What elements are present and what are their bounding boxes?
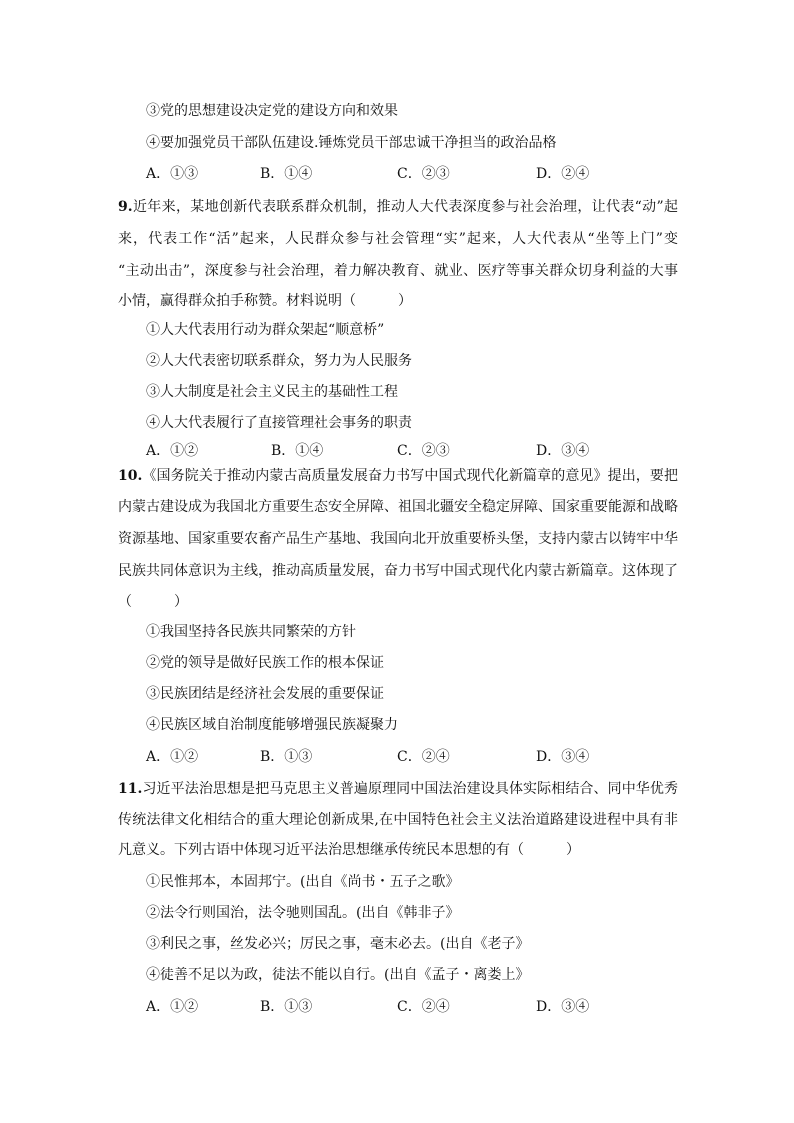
q9-option-a: A．①② bbox=[146, 443, 199, 459]
q9-option-d: D．③④ bbox=[536, 443, 590, 459]
q10-option-b: B．①③ bbox=[260, 749, 313, 765]
q8-option-a: A．①③ bbox=[146, 166, 199, 182]
q11-option-d: D．③④ bbox=[536, 999, 590, 1015]
q10-number: 10. bbox=[118, 468, 143, 484]
q11-stem-line-2: 传统法律文化相结合的重大理论创新成果,在中国特色社会主义法治道路建设进程中具有非 bbox=[118, 812, 678, 828]
q9-item-4: ④人大代表履行了直接管理社会事务的职责 bbox=[146, 415, 412, 431]
q10-option-a: A．①② bbox=[146, 749, 199, 765]
q9-option-c: C．②③ bbox=[397, 443, 450, 459]
q11-item-1: ①民惟邦本，本固邦宁。(出自《尚书・五子之歌》 bbox=[146, 874, 460, 890]
q10-option-d: D．③④ bbox=[536, 749, 590, 765]
q9-stem-line-4: 小情，赢得群众拍手称赞。材料说明（ ） bbox=[118, 293, 412, 309]
q8-item-4: ④要加强党员干部队伍建设.锤炼党员干部忠诚干净担当的政治品格 bbox=[146, 135, 557, 151]
q10-option-c: C．②④ bbox=[397, 749, 450, 765]
q10-stem-line-4: 民族共同体意识为主线，推动高质量发展，奋力书写中国式现代化内蒙古新篇章。这体现了 bbox=[118, 563, 678, 579]
q9-stem-line-3: “主动出击”，深度参与社会治理，着力解决教育、就业、医疗等事关群众切身利益的大事 bbox=[118, 263, 678, 279]
q10-stem-line-3: 资源基地、国家重要农畜产品生产基地、我国向北开放重要桥头堡，支持内蒙古以铸牢中华 bbox=[118, 531, 678, 547]
q9-stem-line-2: 来，代表工作“活”起来，人民群众参与社会管理“实”起来，人大代表从“坐等上门”变 bbox=[118, 231, 678, 247]
q11-stem-line-1: 11.习近平法治思想是把马克思主义普遍原理同中国法治建设具体实际相结合、同中华优秀 bbox=[118, 781, 678, 797]
q10-item-1: ①我国坚持各民族共同繁荣的方针 bbox=[146, 624, 356, 640]
q8-option-d: D．②④ bbox=[536, 166, 590, 182]
q8-option-b: B．①④ bbox=[260, 166, 313, 182]
q11-item-2: ②法令行则国治，法令驰则国乱。(出自《韩非子》 bbox=[146, 905, 460, 921]
q11-option-b: B．①③ bbox=[260, 999, 313, 1015]
q10-item-4: ④民族区域自治制度能够增强民族凝聚力 bbox=[146, 717, 398, 733]
q8-item-3: ③党的思想建设决定党的建设方向和效果 bbox=[146, 103, 398, 119]
q10-item-2: ②党的领导是做好民族工作的根本保证 bbox=[146, 655, 384, 671]
q11-item-4: ④徒善不足以为政，徒法不能以自行。(出自《孟子・离娄上》 bbox=[146, 967, 530, 983]
q11-item-3: ③利民之事，丝发必兴；厉民之事，毫末必去。(出自《老子》 bbox=[146, 936, 530, 952]
q9-option-b: B．①④ bbox=[271, 443, 324, 459]
q10-item-3: ③民族团结是经济社会发展的重要保证 bbox=[146, 686, 384, 702]
q11-option-c: C．②④ bbox=[397, 999, 450, 1015]
q9-stem-line-1: 9.近年来，某地创新代表联系群众机制，推动人大代表深度参与社会治理，让代表“动”起 bbox=[118, 199, 678, 215]
q9-item-2: ②人大代表密切联系群众，努力为人民服务 bbox=[146, 353, 412, 369]
q8-option-c: C．②③ bbox=[397, 166, 450, 182]
q9-item-3: ③人大制度是社会主义民主的基础性工程 bbox=[146, 384, 398, 400]
q11-stem-line-3: 凡意义。下列古语中体现习近平法治思想继承传统民本思想的有（ ） bbox=[118, 842, 580, 858]
q11-number: 11. bbox=[118, 781, 143, 797]
q10-stem-line-1: 10.《国务院关于推动内蒙古高质量发展奋力书写中国式现代化新篇章的意见》提出，要把 bbox=[118, 468, 678, 484]
q10-stem-line-2: 内蒙古建设成为我国北方重要生态安全屏障、祖国北疆安全稳定屏障、国家重要能源和战略 bbox=[118, 499, 678, 515]
q10-stem-line-5: （ ） bbox=[118, 594, 188, 610]
q9-number: 9. bbox=[118, 199, 133, 215]
q9-item-1: ①人大代表用行动为群众架起“顺意桥” bbox=[146, 322, 385, 338]
q11-option-a: A．①② bbox=[146, 999, 199, 1015]
